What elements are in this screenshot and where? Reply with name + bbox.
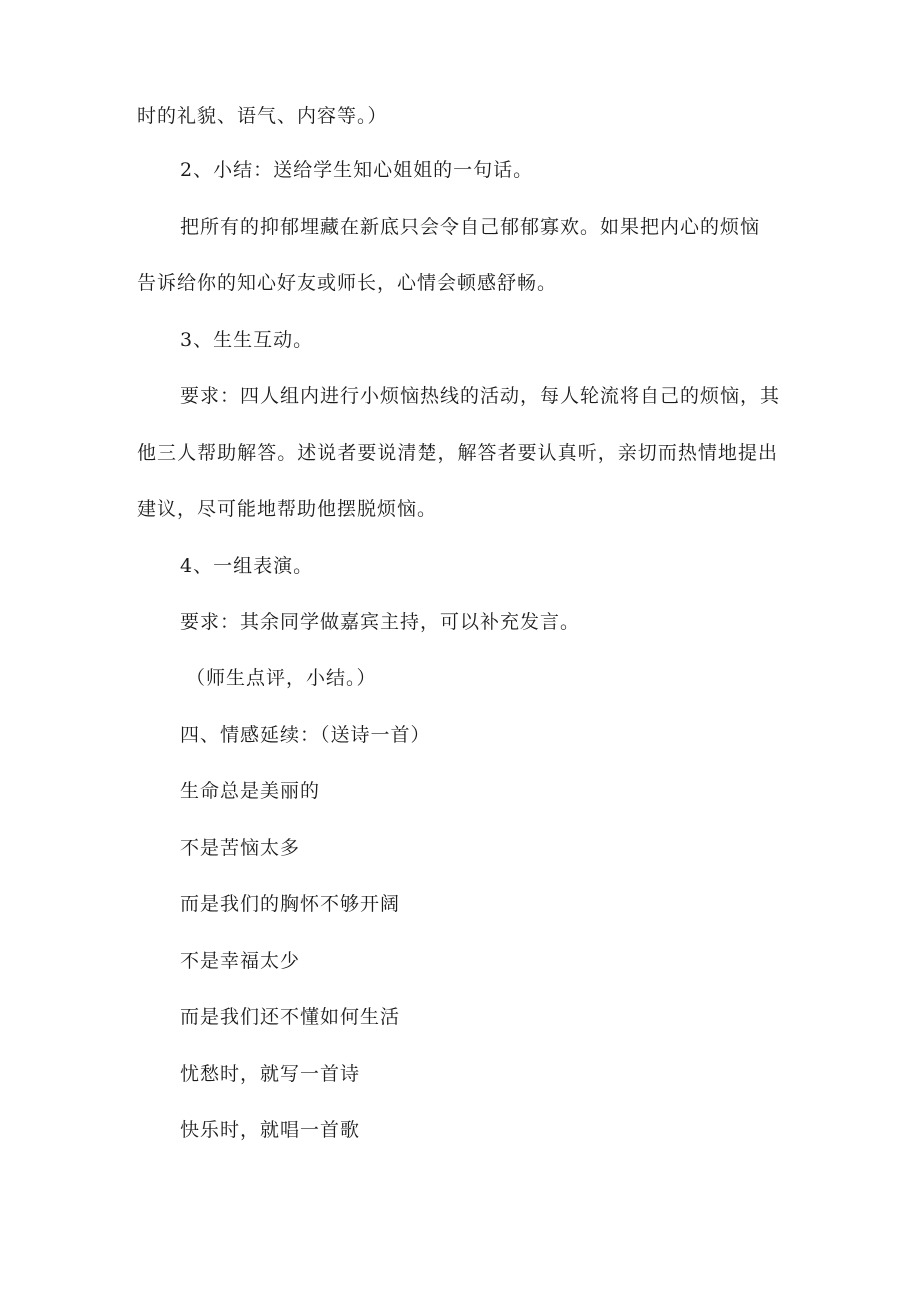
- text-line-11: （师生点评，小结。）: [186, 667, 377, 689]
- poem-line-6: 忧愁时，就写一首诗: [180, 1063, 361, 1085]
- text-line-10: 要求：其余同学做嘉宾主持，可以补充发言。: [180, 611, 581, 633]
- poem-line-4: 不是幸福太少: [180, 950, 301, 972]
- poem-line-1: 生命总是美丽的: [180, 780, 321, 802]
- text-line-4: 告诉给你的知心好友或师长，心情会顿感舒畅。: [137, 272, 558, 294]
- text-line-6: 要求：四人组内进行小烦恼热线的活动，每人轮流将自己的烦恼，其: [180, 385, 781, 407]
- text-line-7: 他三人帮助解答。述说者要说清楚，解答者要认真听，亲切而热情地提出: [137, 442, 777, 464]
- text-line-3: 把所有的抑郁埋藏在新底只会令自己郁郁寡欢。如果把内心的烦恼: [180, 216, 761, 238]
- text-line-12: 四、情感延续：（送诗一首）: [180, 724, 431, 746]
- poem-line-7: 快乐时，就唱一首歌: [180, 1119, 361, 1141]
- poem-line-3: 而是我们的胸怀不够开阔: [180, 893, 401, 915]
- text-line-8: 建议，尽可能地帮助他摆脱烦恼。: [137, 498, 438, 520]
- poem-line-5: 而是我们还不懂如何生活: [180, 1006, 401, 1028]
- text-line-9: 4、一组表演。: [180, 555, 314, 577]
- text-line-5: 3、生生互动。: [180, 329, 314, 351]
- poem-line-2: 不是苦恼太多: [180, 837, 301, 859]
- text-line-2: 2、小结：送给学生知心姐姐的一句话。: [180, 159, 534, 181]
- text-line-1: 时的礼貌、语气、内容等。）: [137, 105, 388, 127]
